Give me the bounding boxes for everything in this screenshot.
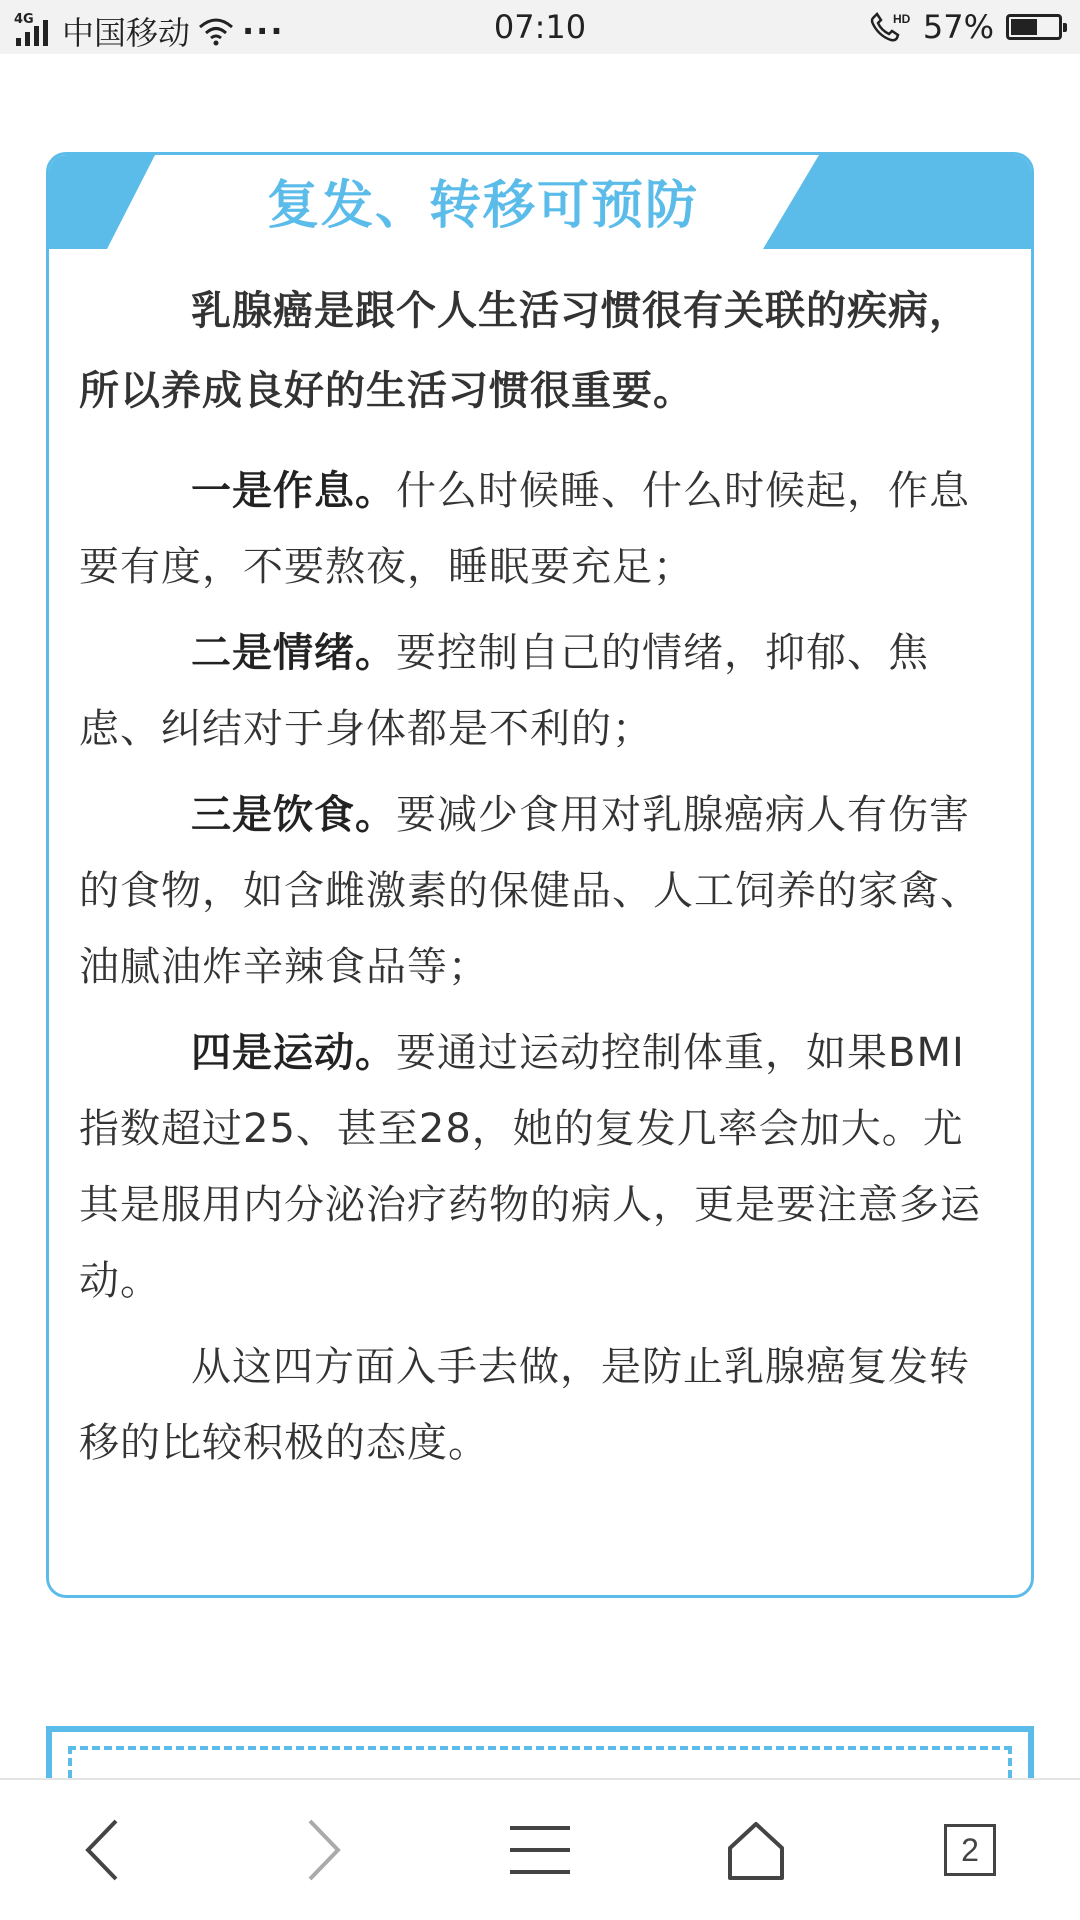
menu-button[interactable] bbox=[480, 1800, 600, 1900]
back-button[interactable] bbox=[44, 1800, 164, 1900]
cellular-signal-icon bbox=[14, 14, 54, 48]
status-bar-right bbox=[867, 8, 1062, 46]
list-item bbox=[79, 777, 1003, 1005]
menu-icon bbox=[508, 1822, 572, 1878]
chevron-right-icon bbox=[292, 1815, 352, 1885]
more-notifications-icon: ··· bbox=[242, 12, 285, 50]
article-body bbox=[79, 271, 1003, 1491]
item-text: 要减少食用对乳腺癌病人有伤害的食物，如含雌激素的保健品、人工饲养的家禽、油腻油炸辛辣食品等； bbox=[79, 792, 981, 990]
item-heading: 三是饮食。 bbox=[191, 792, 396, 838]
item-heading: 二是情绪。 bbox=[191, 630, 396, 676]
article-intro: 乳腺癌是跟个人生活习惯很有关联的疾病，所以养成良好的生活习惯很重要。 bbox=[79, 288, 970, 414]
browser-bottom-nav bbox=[0, 1778, 1080, 1920]
item-text: 要通过运动控制体重，如果BMI指数超过25、甚至28，她的复发几率会加大。尤其是服用内分泌治疗药物的病人，更是要注意多运动。 bbox=[79, 1030, 981, 1304]
article-title: 复发、转移可预防 bbox=[266, 176, 699, 236]
network-type: 4G bbox=[14, 12, 34, 27]
status-bar bbox=[0, 0, 1080, 54]
list-item bbox=[79, 615, 1003, 767]
svg-text:HD: HD bbox=[892, 12, 911, 26]
article-conclusion: 从这四方面入手去做，是防止乳腺癌复发转移的比较积极的态度。 bbox=[79, 1344, 970, 1466]
battery-percent: 57% bbox=[922, 8, 994, 46]
tab-count-badge: 2 bbox=[944, 1824, 996, 1876]
item-heading: 一是作息。 bbox=[191, 468, 396, 514]
battery-fill bbox=[1011, 19, 1037, 35]
status-bar-left bbox=[14, 8, 284, 54]
forward-button[interactable] bbox=[262, 1800, 382, 1900]
item-heading: 四是运动。 bbox=[191, 1030, 396, 1076]
hd-call-icon bbox=[867, 10, 911, 44]
wifi-icon bbox=[198, 16, 234, 46]
tabs-button[interactable] bbox=[910, 1800, 1030, 1900]
status-time: 07:10 bbox=[493, 8, 587, 46]
home-icon bbox=[724, 1818, 788, 1882]
item-text: 要控制自己的情绪，抑郁、焦虑、纠结对于身体都是不利的； bbox=[79, 630, 929, 752]
article-title-wrap bbox=[49, 163, 1034, 238]
chevron-left-icon bbox=[74, 1815, 134, 1885]
list-item bbox=[79, 1015, 1003, 1319]
carrier-name: 中国移动 bbox=[62, 14, 191, 52]
list-item bbox=[79, 453, 1003, 605]
battery-icon bbox=[1006, 14, 1062, 40]
article-card bbox=[46, 152, 1034, 1598]
home-button[interactable] bbox=[696, 1800, 816, 1900]
item-text: 什么时候睡、什么时候起，作息要有度，不要熬夜，睡眠要充足； bbox=[79, 468, 970, 590]
